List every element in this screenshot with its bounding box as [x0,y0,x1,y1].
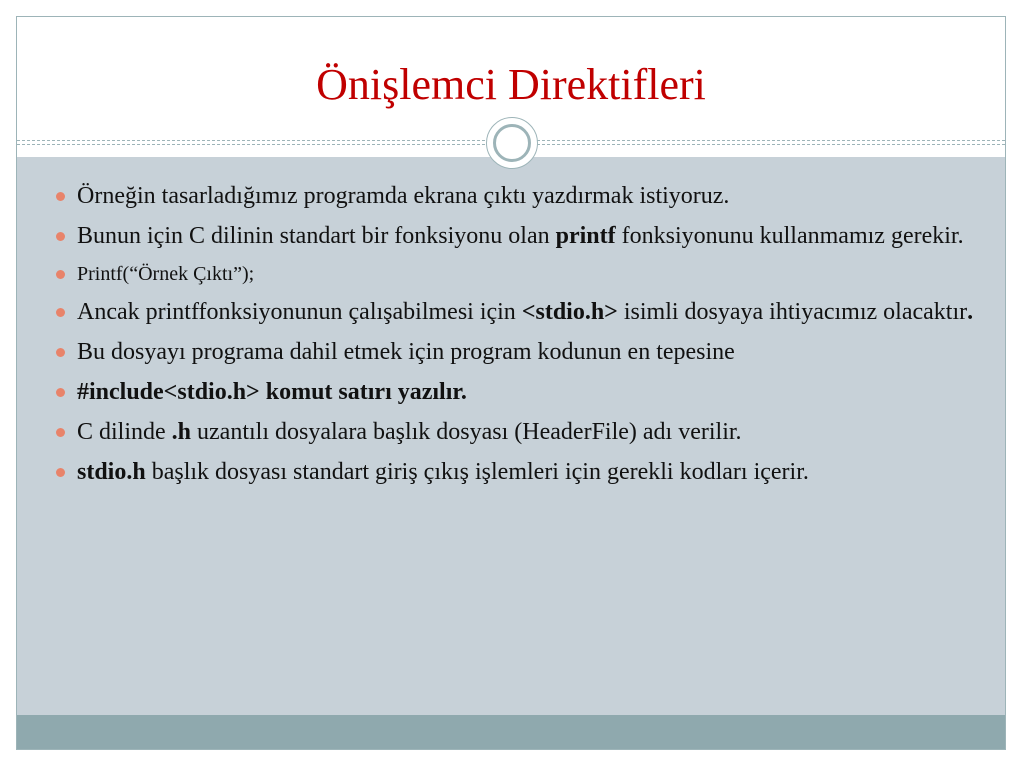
bullet-dot-icon [56,348,65,357]
double-circle-icon [486,117,538,169]
list-item [49,416,979,448]
bullet-dot-icon [56,192,65,201]
bullet-dot-icon [56,308,65,317]
list-item [49,336,979,368]
bullet-text-bold: . [967,299,974,325]
list-item [49,296,979,328]
bullet-text: C dilinde [77,419,172,445]
bullet-text: Bu dosyayı programa dahil etmek için program kodunun en tepesine [77,339,735,365]
list-item [49,220,979,252]
list-item [49,376,979,408]
bullet-text-bold: .h [171,419,192,445]
bullet-text: fonksiyonunu kullanmamız gerekir. [615,223,964,249]
bullet-text-bold: stdio.h [77,459,146,485]
bullet-text: Bunun için C dilinin standart bir fonksiyonu olan [77,223,556,249]
slide [16,16,1006,750]
list-item [49,180,979,212]
bullet-dot-icon [56,428,65,437]
footer-bar [17,715,1005,750]
bullet-list [49,180,979,496]
bullet-text: Printf(“Örnek Çıktı”); [77,263,255,285]
bullet-text-bold: <stdio.h> [521,299,618,325]
bullet-dot-icon [56,270,65,279]
bullet-text: Ancak printffonksiyonunun çalışabilmesi için [77,299,522,325]
bullet-text: başlık dosyası standart giriş çıkış işlemleri için gerekli kodları içerir. [145,459,809,485]
bullet-text: uzantılı dosyalara başlık dosyası (HeaderFile) adı verilir. [191,419,742,445]
bullet-text-bold: #include<stdio.h> komut satırı yazılır. [77,379,467,405]
bullet-dot-icon [56,468,65,477]
list-item [49,456,979,488]
bullet-text: Örneğin tasarladığımız programda ekrana çıktı yazdırmak istiyoruz. [77,183,730,209]
slide-title: Önişlemci Direktifleri [316,60,706,109]
list-item [49,260,979,288]
bullet-dot-icon [56,388,65,397]
bullet-text: isimli dosyaya ihtiyacımız olacaktır [617,299,968,325]
bullet-text-bold: printf [555,223,616,249]
bullet-dot-icon [56,232,65,241]
inner-circle [493,124,531,162]
